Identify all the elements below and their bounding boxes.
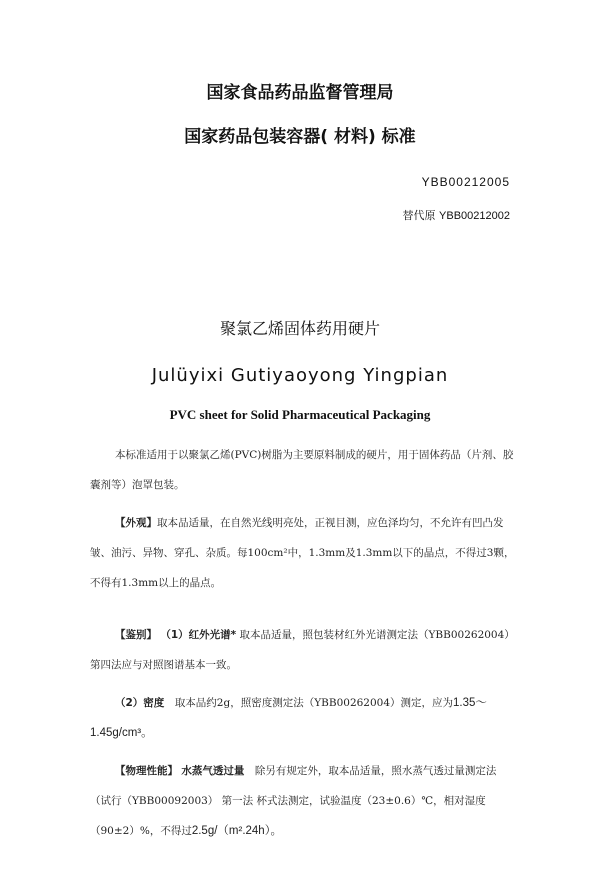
replaces-code: YBB00212002 bbox=[439, 210, 510, 222]
density-label: （2）密度 bbox=[115, 697, 165, 709]
appearance-label: 【外观】 bbox=[115, 517, 157, 529]
identification-label: 【鉴别】 bbox=[115, 629, 157, 641]
standard-code: YBB00212005 bbox=[421, 175, 510, 189]
ir-label: （1）红外光谱* bbox=[160, 629, 237, 641]
appearance-paragraph bbox=[90, 508, 515, 598]
appearance-text: 取本品适量，在自然光线明亮处，正视目测，应色泽均匀，不允许有凹凸发皱、油污、异物、穿孔、杂质。每100cm²中，1.3mm及1.3mm以下的晶点，不得过3颗，不得有1.3mm以上的晶点。 bbox=[90, 517, 515, 589]
doc-title-en: PVC sheet for Solid Pharmaceutical Packaging bbox=[169, 407, 431, 422]
doc-title-pinyin: Julüyixi Gutiyaoyong Yingpian bbox=[151, 365, 449, 386]
scope-paragraph: 本标准适用于以聚氯乙烯(PVC)树脂为主要原料制成的硬片，用于固体药品（片剂、胶囊剂等）泡罩包装。 bbox=[90, 449, 514, 491]
ir-text: 取本品适量，照包装材红外光谱测定法（YBB00262004）第四法应与对照图谱基本一致。 bbox=[90, 629, 515, 671]
density-paragraph bbox=[90, 688, 515, 748]
document-body bbox=[90, 440, 515, 894]
doc-title-zh: 聚氯乙烯固体药用硬片 bbox=[219, 319, 380, 338]
density-text: 取本品约2g，照密度测定法（YBB00262004）测定，应为 bbox=[174, 697, 454, 709]
physical-label: 【物理性能】 bbox=[115, 765, 178, 777]
wvtr-value: 2.5g/（m².24h）。 bbox=[191, 825, 282, 837]
wvtr-label: 水蒸气透过量 bbox=[181, 765, 245, 777]
density-value: 1.35～1.45g/cm³。 bbox=[90, 697, 487, 739]
replaces-line bbox=[403, 207, 510, 223]
identification-paragraph bbox=[90, 620, 515, 680]
replaces-prefix: 替代原 bbox=[402, 209, 436, 222]
wvtr-text: 除另有规定外，取本品适量，照水蒸气透过量测定法（试行（YBB00092003） 第一法 杯式法测定，试验温度（23±0.6）℃，相对湿度（90±2）%，不得过 bbox=[90, 765, 497, 837]
standard-title: 国家药品包装容器( 材料) 标准 bbox=[184, 127, 416, 147]
physical-paragraph bbox=[90, 756, 515, 846]
agency-title: 国家食品药品监督管理局 bbox=[206, 83, 394, 103]
